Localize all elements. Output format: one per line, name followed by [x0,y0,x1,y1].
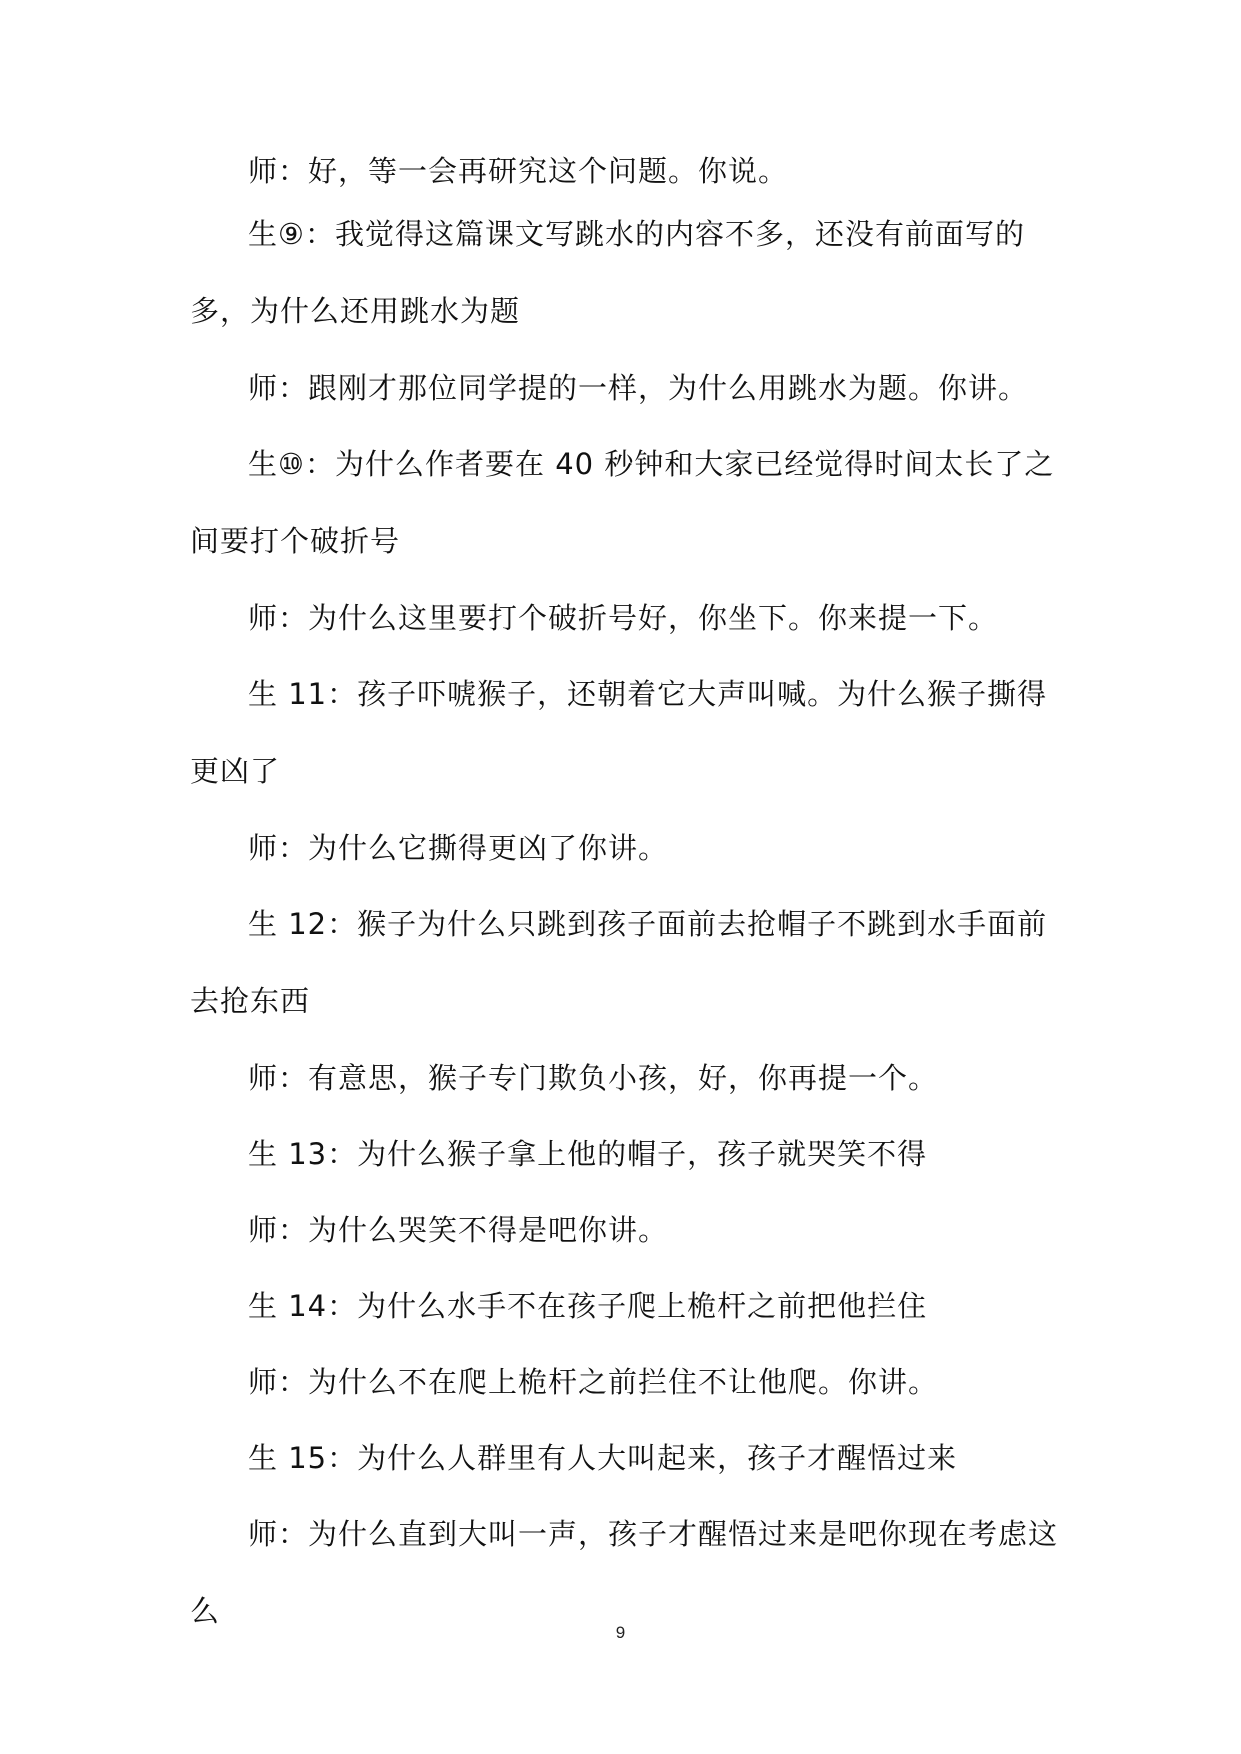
paragraph-student-12: 生 12：猴子为什么只跳到孩子面前去抢帽子不跳到水手面前去抢东西 [190,907,1048,1018]
paragraph-teacher: 师：为什么它撕得更凶了你讲。 [248,831,669,865]
paragraph-teacher: 师：跟刚才那位同学提的一样，为什么用跳水为题。你讲。 [248,371,1029,405]
paragraph-teacher: 师：为什么这里要打个破折号好，你坐下。你来提一下。 [248,601,999,635]
paragraph-student-11: 生 11：孩子吓唬猴子，还朝着它大声叫喊。为什么猴子撕得更凶了 [190,677,1048,788]
paragraph-teacher: 师：为什么哭笑不得是吧你讲。 [248,1213,669,1247]
paragraph-student-13: 生 13：为什么猴子拿上他的帽子，孩子就哭笑不得 [248,1137,928,1171]
paragraph-teacher: 师：好，等一会再研究这个问题。你说。 [248,154,789,188]
paragraph-teacher: 师：为什么不在爬上桅杆之前拦住不让他爬。你讲。 [248,1365,939,1399]
paragraph-student-14: 生 14：为什么水手不在孩子爬上桅杆之前把他拦住 [248,1289,928,1323]
page-number: 9 [615,1623,626,1642]
paragraph-teacher: 师：为什么直到大叫一声，孩子才醒悟过来是吧你现在考虑这么 [190,1517,1059,1628]
paragraph-student-10: 生⑩：为什么作者要在 40 秒钟和大家已经觉得时间太长了之间要打个破折号 [190,447,1055,558]
paragraph-student-9: 生⑨：我觉得这篇课文写跳水的内容不多，还没有前面写的多，为什么还用跳水为题 [190,217,1025,328]
paragraph-student-15: 生 15：为什么人群里有人大叫起来，孩子才醒悟过来 [248,1441,958,1475]
paragraph-teacher: 师：有意思，猴子专门欺负小孩，好，你再提一个。 [248,1061,939,1095]
